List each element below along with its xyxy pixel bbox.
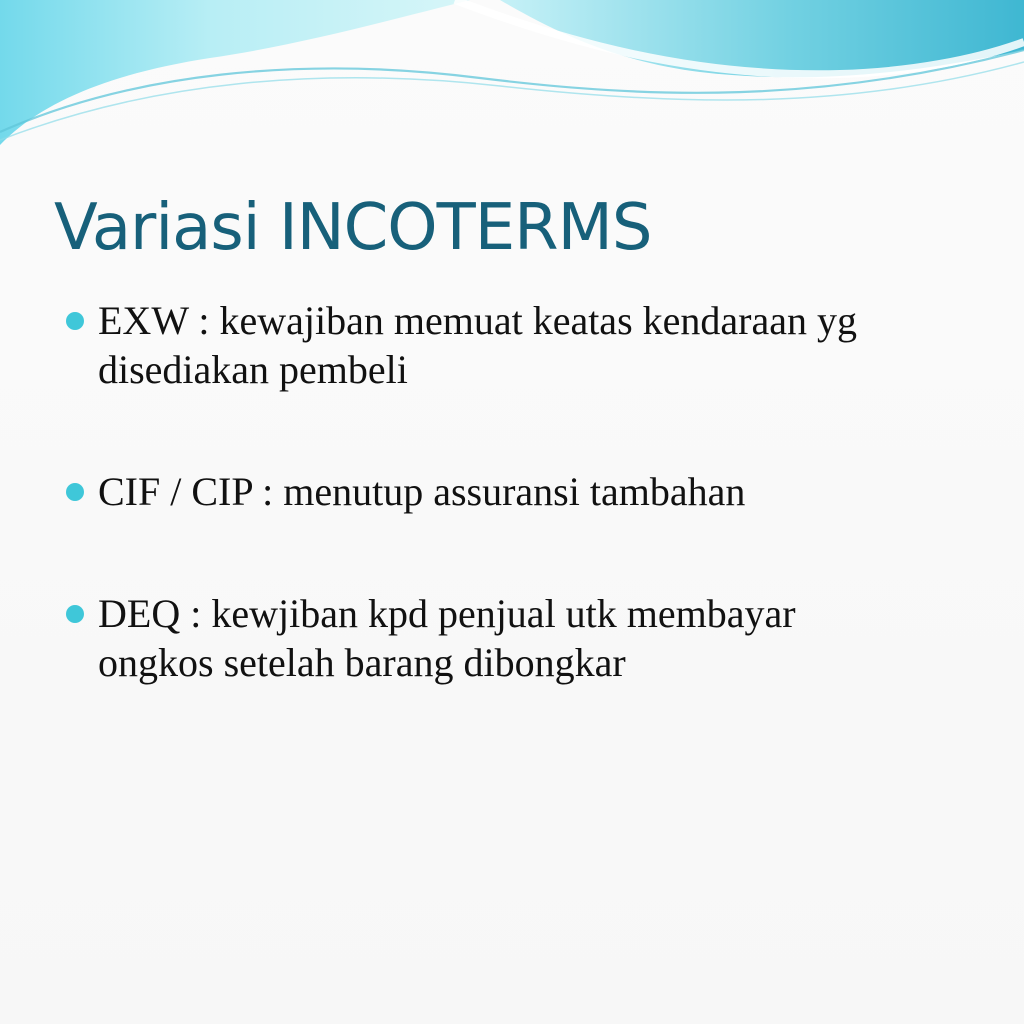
bullet-icon	[66, 483, 84, 501]
bullet-list	[60, 296, 980, 687]
bullet-item-deq	[60, 589, 980, 687]
bullet-text-line-2: ongkos setelah barang dibongkar	[98, 640, 626, 685]
header-wave-decoration	[0, 0, 1024, 200]
slide-title: Variasi INCOTERMS	[54, 191, 652, 265]
bullet-item-cif-cip	[60, 467, 980, 516]
bullet-item-exw	[60, 296, 980, 394]
bullet-text-line-2: disediakan pembeli	[98, 347, 408, 392]
bullet-text-line-1: DEQ : kewjiban kpd penjual utk membayar	[98, 591, 796, 636]
bullet-text-line-1: EXW : kewajiban memuat keatas kendaraan yg	[98, 298, 857, 343]
bullet-icon	[66, 605, 84, 623]
bullet-text-line-1: CIF / CIP : menutup assuransi tambahan	[98, 469, 746, 514]
bullet-icon	[66, 312, 84, 330]
